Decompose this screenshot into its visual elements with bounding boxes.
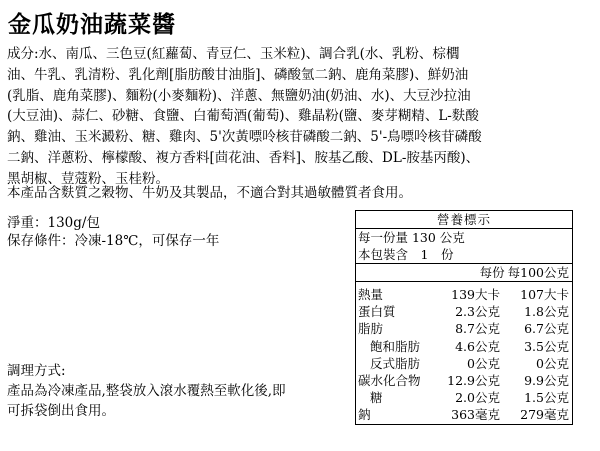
storage-conditions: 保存條件：冷凍-18℃，可保存一年 [7, 233, 220, 249]
nutrient-name: 熱量 [358, 287, 384, 302]
cooking-line: 可拆袋倒出食用。 [7, 403, 115, 419]
nutrition-row [356, 406, 572, 423]
value-per-serving: 2.0公克 [455, 390, 500, 406]
cooking-line: 產品為冷凍產品,整袋放入滾水覆熱至軟化後,即 [7, 383, 286, 399]
value-per-100g: 1.5公克 [524, 390, 569, 406]
nutrition-row [356, 355, 572, 372]
ingredients-line: 黑胡椒、荳蔻粉、玉桂粉。 [7, 170, 169, 187]
value-per-serving: 8.7公克 [455, 321, 500, 337]
ingredients-line: (乳脂、鹿角菜膠)、麵粉(小麥麵粉)、洋蔥、無鹽奶油(奶油、水)、大豆沙拉油 [7, 87, 471, 104]
nutrient-name: 鈉 [358, 407, 371, 423]
nutrition-row [356, 338, 572, 355]
value-per-100g: 107大卡 [520, 287, 569, 302]
nutrition-title: 營養標示 [356, 211, 572, 229]
nutrition-row [356, 286, 572, 303]
nutrition-row [356, 320, 572, 337]
value-per-100g: 6.7公克 [524, 321, 569, 337]
value-per-100g: 0公克 [536, 355, 569, 371]
value-per-100g: 3.5公克 [524, 338, 569, 354]
nutrition-row [356, 372, 572, 389]
cooking-heading: 調理方式: [7, 363, 66, 379]
cooking-instructions [7, 361, 286, 421]
ingredients-line: 二鈉、洋蔥粉、檸檬酸、複方香料[茴花油、香料]、胺基乙酸、DL-胺基丙酸)、 [7, 149, 480, 166]
value-per-serving: 0公克 [467, 355, 500, 371]
ingredients-line: (大豆油)、蒜仁、砂糖、食鹽、白葡萄酒(葡萄)、雞晶粉(鹽、麥芽糊精、L-麩酸 [7, 108, 479, 125]
nutrition-row [356, 389, 572, 406]
column-per-serving: 每份 [479, 265, 505, 280]
net-weight: 淨重：130g/包 [7, 215, 100, 231]
nutrient-name: 蛋白質 [358, 304, 396, 320]
product-title: 金瓜奶油蔬菜醬 [8, 12, 176, 38]
nutrient-name: 脂肪 [358, 321, 384, 337]
value-per-serving: 139大卡 [451, 287, 500, 302]
value-per-serving: 363毫克 [451, 407, 500, 423]
ingredients-line: 油、牛乳、乳清粉、乳化劑[脂肪酸甘油脂]、磷酸氫二鈉、鹿角菜膠)、鮮奶油 [7, 66, 469, 83]
nutrition-facts-table [355, 210, 573, 425]
value-per-100g: 9.9公克 [524, 372, 569, 388]
ingredients-list [7, 44, 593, 190]
ingredients-line: 鈉、雞油、玉米澱粉、糖、雞肉、5'次黃嘌呤核苷磷酸二鈉、5'-鳥嘌呤核苷磷酸 [7, 129, 482, 146]
column-per-100g: 每100公克 [507, 265, 569, 280]
nutrient-name: 反式脂肪 [370, 355, 421, 371]
value-per-serving: 4.6公克 [455, 338, 500, 354]
value-per-100g: 279毫克 [520, 407, 569, 423]
ingredients-line: 成分:水、南瓜、三色豆(紅蘿蔔、青豆仁、玉米粒)、調合乳(水、乳粉、棕櫚 [7, 46, 460, 62]
nutrient-name: 飽和脂肪 [370, 338, 421, 354]
serving-size: 每一份量 130 公克 [358, 230, 465, 245]
nutrient-name: 糖 [370, 390, 383, 406]
value-per-serving: 12.9公克 [447, 372, 500, 388]
nutrient-name: 碳水化合物 [358, 372, 421, 388]
servings-per-package: 本包裝含 1 份 [356, 246, 572, 264]
allergen-statement: 本產品含麩質之穀物、牛奶及其製品，不適合對其過敏體質者食用。 [7, 185, 412, 201]
nutrition-column-headers [356, 264, 572, 282]
nutrition-rows [356, 286, 572, 424]
value-per-100g: 1.8公克 [524, 304, 569, 320]
nutrition-row [356, 303, 572, 320]
value-per-serving: 2.3公克 [455, 304, 500, 320]
